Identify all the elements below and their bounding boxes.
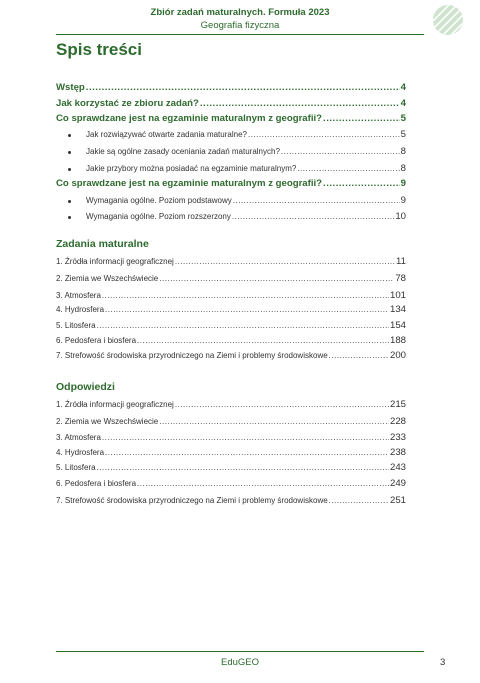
toc-entry-page: 9 — [400, 195, 406, 206]
toc-entry-label: 6. Pedosfera i biosfera — [56, 336, 137, 345]
toc-leader — [97, 321, 389, 330]
toc-answer-entry[interactable] — [56, 447, 406, 461]
toc-sub-entry[interactable] — [86, 211, 406, 225]
toc-entry-label: Wstęp — [56, 82, 85, 93]
toc-sub-entry[interactable] — [86, 195, 406, 209]
toc-entry-page: 215 — [389, 399, 406, 410]
toc-entry-co-sprawdzane[interactable] — [56, 113, 406, 127]
toc-task-entry[interactable] — [56, 320, 406, 334]
header-subtitle: Geografia fizyczna — [200, 20, 280, 31]
footer-divider — [56, 651, 424, 652]
toc-leader — [329, 351, 389, 360]
toc-entry-page: 5 — [400, 113, 406, 124]
toc-leader — [323, 178, 400, 189]
toc-entry-co-sprawdzane-2[interactable] — [56, 178, 406, 192]
toc-task-entry[interactable] — [56, 304, 406, 318]
toc-leader — [159, 417, 389, 426]
page-number: 3 — [440, 657, 446, 668]
toc-answer-entry[interactable] — [56, 416, 406, 430]
toc-entry-page: 154 — [389, 320, 406, 331]
globe-logo-icon — [432, 4, 464, 36]
toc-entry-label: Jak rozwiązywać otwarte zadania maturalne? — [86, 130, 247, 139]
toc-entry-page: 8 — [400, 163, 406, 174]
section-title-answers: Odpowiedzi — [56, 381, 115, 393]
toc-entry-label: 3. Atmosfera — [56, 433, 101, 442]
toc-answer-entry[interactable] — [56, 462, 406, 476]
header-title: Zbiór zadań maturalnych. Formuła 2023 — [150, 7, 330, 18]
toc-entry-label: Co sprawdzane jest na egzaminie maturalnym z geografii? — [56, 113, 323, 124]
toc-entry-page: 251 — [389, 495, 406, 506]
toc-task-entry[interactable] — [56, 273, 406, 287]
toc-entry-page: 101 — [389, 290, 406, 301]
toc-entry-label: 2. Ziemia we Wszechświecie — [56, 274, 159, 283]
toc-leader — [175, 257, 395, 266]
toc-entry-label: 7. Strefowość środowiska przyrodniczego na Ziemi i problemy środowiskowe — [56, 351, 328, 360]
bullet-icon — [68, 200, 71, 203]
toc-answer-entry[interactable] — [56, 399, 406, 413]
section-title-tasks: Zadania maturalne — [56, 238, 149, 250]
toc-entry-page: 8 — [400, 146, 406, 157]
toc-answer-entry[interactable] — [56, 495, 406, 509]
toc-entry-page: 10 — [395, 211, 406, 222]
toc-leader — [281, 147, 400, 156]
toc-entry-page: 233 — [389, 432, 406, 443]
toc-entry-label: Jakie przybory można posiadać na egzaminie maturalnym? — [86, 164, 297, 173]
toc-entry-page: 4 — [400, 82, 406, 93]
toc-entry-page: 238 — [389, 447, 406, 458]
toc-entry-label: 7. Strefowość środowiska przyrodniczego na Ziemi i problemy środowiskowe — [56, 496, 328, 505]
toc-task-entry[interactable] — [56, 335, 406, 349]
toc-answer-entry[interactable] — [56, 478, 406, 492]
toc-entry-page: 228 — [389, 416, 406, 427]
toc-entry-page: 4 — [400, 98, 406, 109]
bullet-icon — [68, 216, 71, 219]
toc-entry-page: 249 — [389, 478, 406, 489]
toc-entry-page: 5 — [400, 129, 406, 140]
toc-entry-label: Co sprawdzane jest na egzaminie maturalnym z geografii? — [56, 178, 323, 189]
toc-entry-label: 5. Litosfera — [56, 463, 96, 472]
toc-leader — [175, 400, 389, 409]
toc-entry-label: Wymagania ogólne. Poziom podstawowy — [86, 196, 232, 205]
toc-leader — [137, 479, 389, 488]
toc-entry-page: 243 — [389, 462, 406, 473]
toc-entry-page: 200 — [389, 350, 406, 361]
toc-entry-label: 1. Źródła informacji geograficznej — [56, 257, 174, 266]
toc-sub-entry[interactable] — [86, 146, 406, 160]
page-title: Spis treści — [56, 40, 142, 59]
bullet-icon — [68, 134, 71, 137]
toc-leader — [159, 274, 394, 283]
bullet-icon — [68, 168, 71, 171]
header-divider — [56, 34, 424, 35]
toc-leader — [102, 291, 389, 300]
toc-entry-wstep[interactable] — [56, 82, 406, 96]
toc-leader — [137, 336, 389, 345]
toc-entry-page: 134 — [389, 304, 406, 315]
toc-entry-label: 4. Hydrosfera — [56, 448, 105, 457]
toc-leader — [323, 113, 400, 124]
toc-sub-entry[interactable] — [86, 129, 406, 143]
toc-entry-label: 4. Hydrosfera — [56, 305, 105, 314]
toc-entry-label: 2. Ziemia we Wszechświecie — [56, 417, 159, 426]
toc-entry-page: 78 — [395, 273, 406, 284]
toc-leader — [102, 433, 389, 442]
toc-entry-label: Jakie są ogólne zasady oceniania zadań maturalnych? — [86, 147, 280, 156]
bullet-icon — [68, 151, 71, 154]
footer-brand: EduGEO — [220, 657, 260, 668]
toc-leader — [97, 463, 389, 472]
toc-entry-label: 6. Pedosfera i biosfera — [56, 479, 137, 488]
toc-task-entry[interactable] — [56, 290, 406, 304]
toc-leader — [105, 448, 389, 457]
toc-leader — [86, 82, 400, 93]
toc-entry-page: 11 — [396, 256, 406, 267]
toc-task-entry[interactable] — [56, 350, 406, 364]
toc-leader — [105, 305, 389, 314]
toc-entry-label: 5. Litosfera — [56, 321, 96, 330]
toc-answer-entry[interactable] — [56, 432, 406, 446]
toc-entry-page: 188 — [389, 335, 406, 346]
toc-leader — [297, 164, 399, 173]
toc-entry-label: Wymagania ogólne. Poziom rozszerzony — [86, 212, 231, 221]
toc-entry-jak-korzystac[interactable] — [56, 98, 406, 112]
toc-entry-page: 9 — [400, 178, 406, 189]
toc-leader — [329, 496, 389, 505]
toc-leader — [233, 196, 400, 205]
toc-leader — [248, 130, 400, 139]
toc-entry-label: 3. Atmosfera — [56, 291, 101, 300]
toc-entry-label: 1. Źródła informacji geograficznej — [56, 400, 174, 409]
toc-task-entry[interactable] — [56, 256, 406, 270]
toc-leader — [232, 212, 394, 221]
toc-entry-label: Jak korzystać ze zbioru zadań? — [56, 98, 199, 109]
toc-sub-entry[interactable] — [86, 163, 406, 177]
toc-leader — [200, 98, 400, 109]
